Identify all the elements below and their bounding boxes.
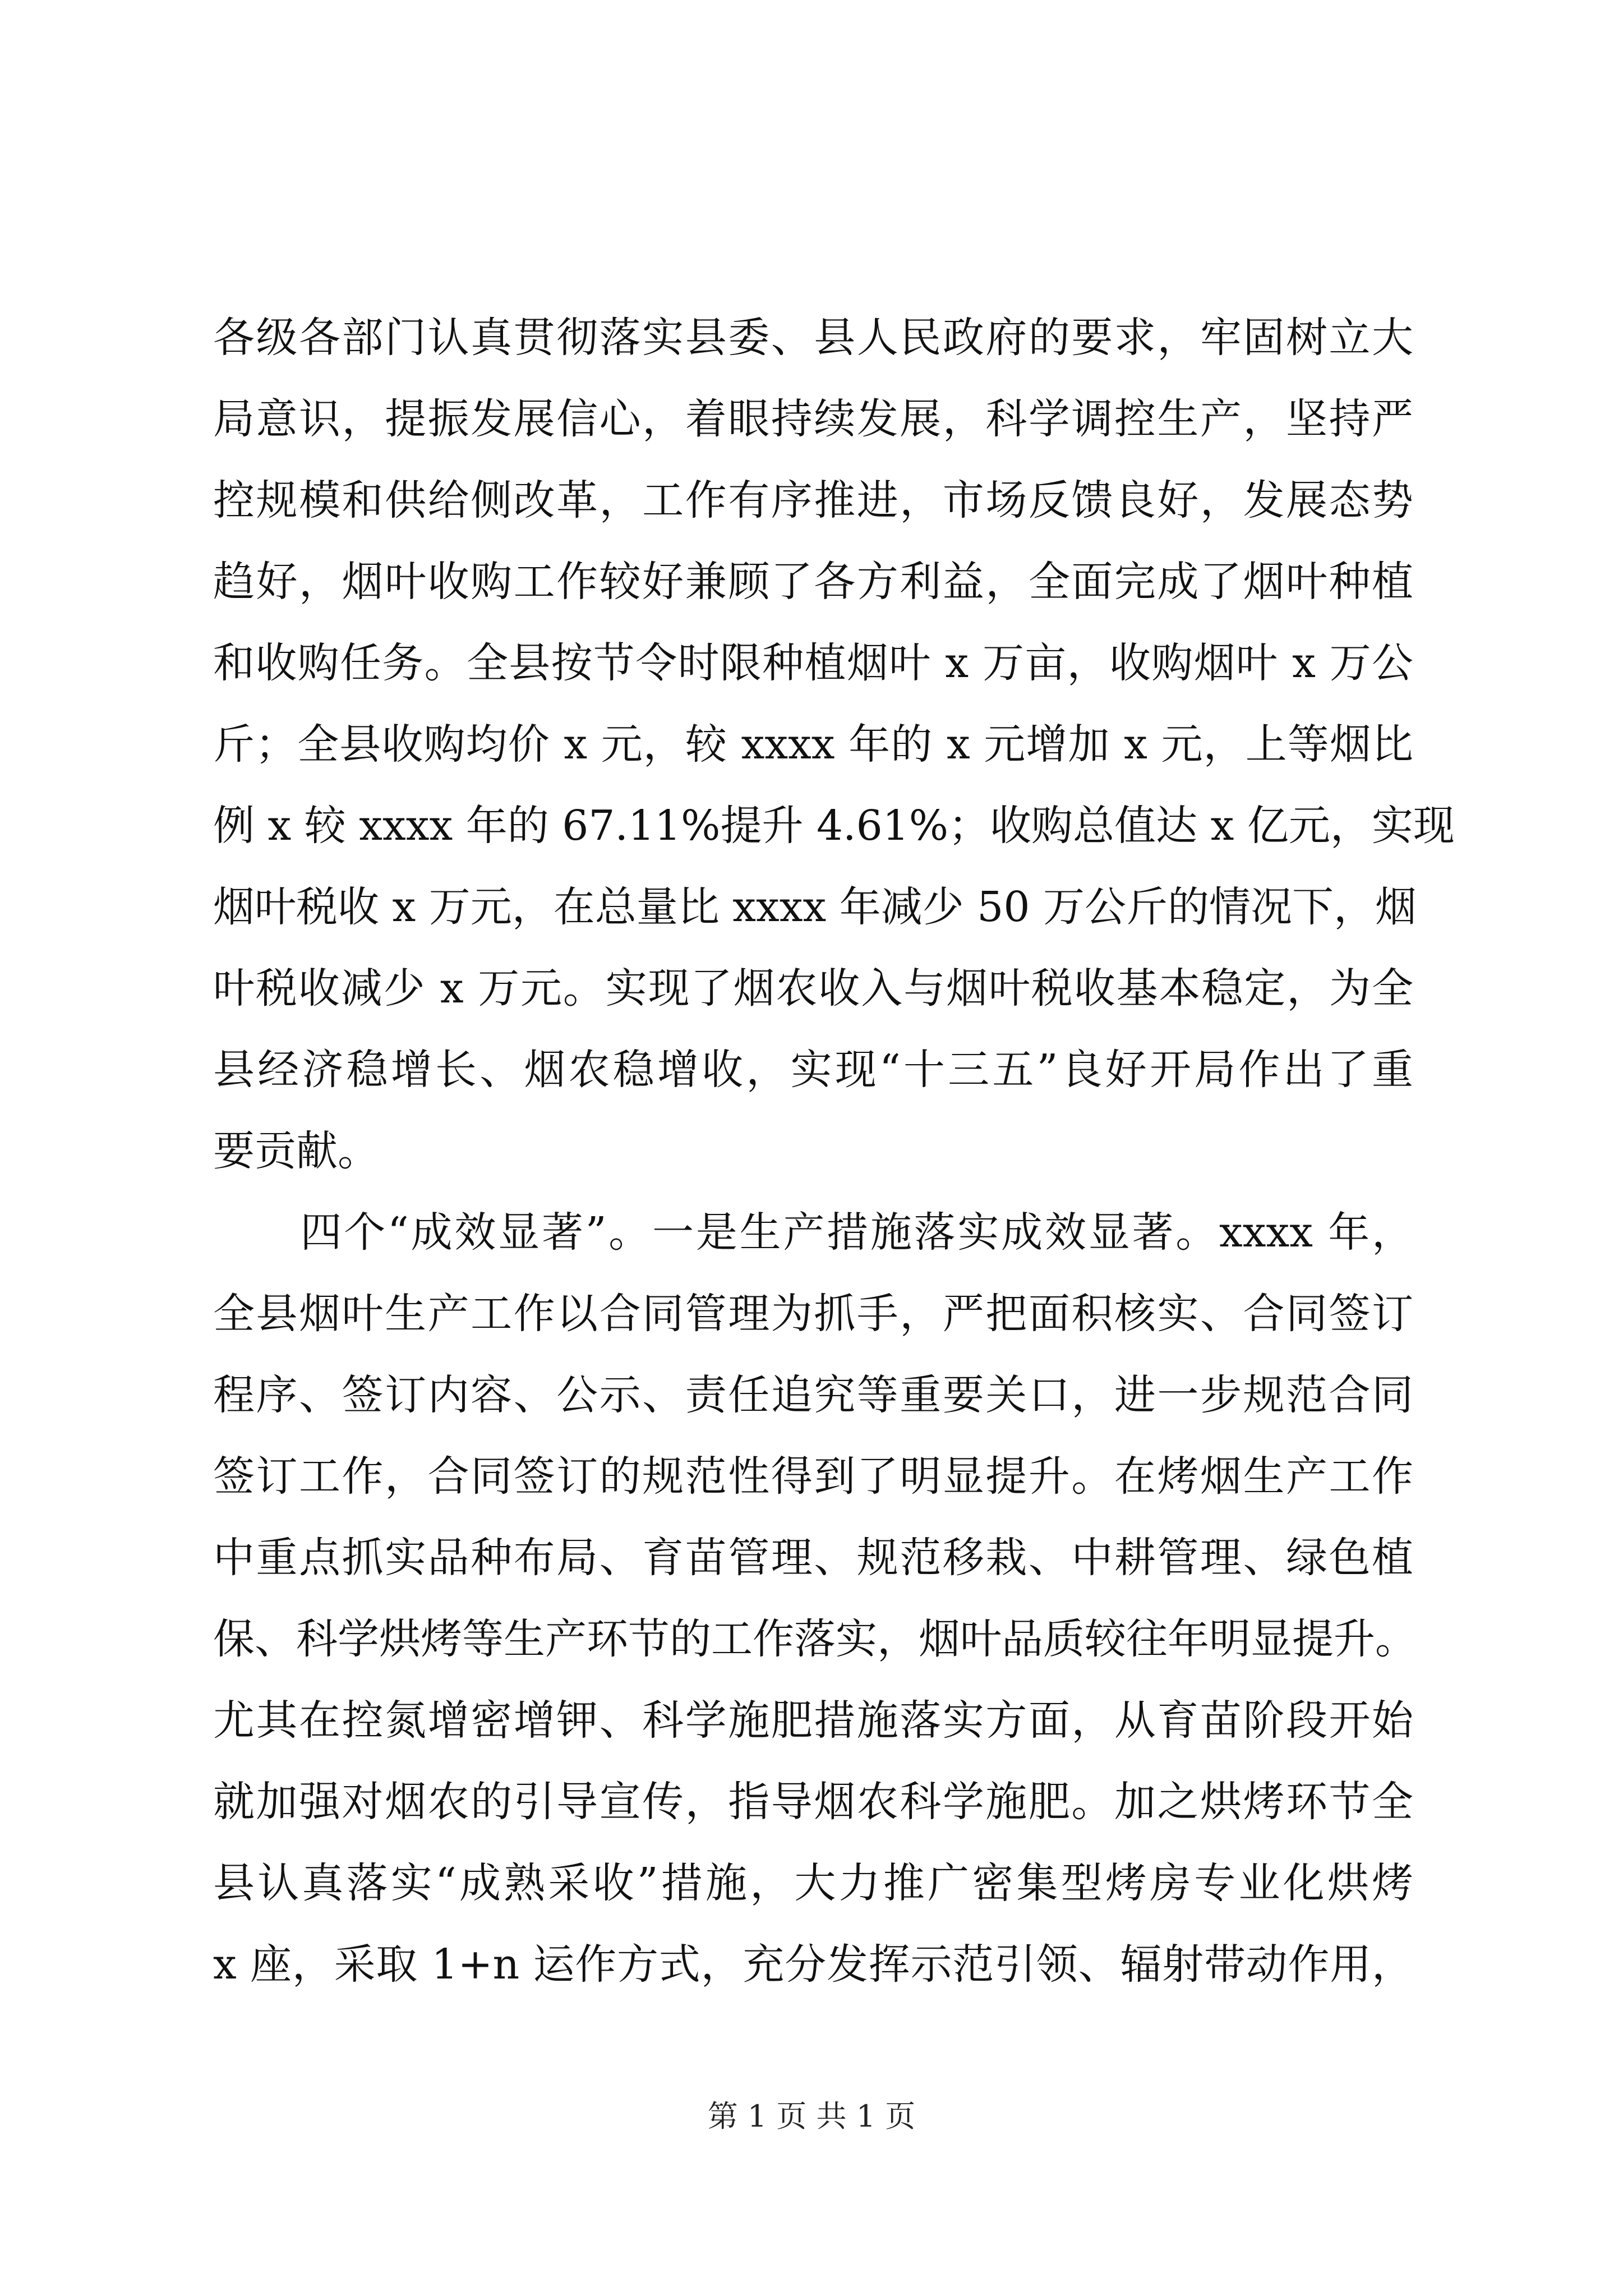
document-body xyxy=(213,297,1455,2005)
text-line: 程序、签订内容、公示、责任追究等重要关口，进一步规范合同 xyxy=(213,1371,1413,1419)
paragraph-2 xyxy=(213,1192,1417,2005)
paragraph-1 xyxy=(213,297,1455,1192)
text-line: 中重点抓实品种布局、育苗管理、规范移栽、中耕管理、绿色植 xyxy=(213,1534,1413,1582)
text-line: 县认真落实“成熟采收”措施，大力推广密集型烤房专业化烘烤 xyxy=(213,1859,1413,1907)
text-line: 趋好，烟叶收购工作较好兼顾了各方利益，全面完成了烟叶种植 xyxy=(213,558,1413,606)
text-line: 控规模和供给侧改革，工作有序推进，市场反馈良好，发展态势 xyxy=(213,476,1413,524)
text-line: 局意识，提振发展信心，着眼持续发展，科学调控生产，坚持严 xyxy=(213,395,1413,443)
text-line: 叶税收减少 x 万元。实现了烟农收入与烟叶税收基本稳定，为全 xyxy=(213,964,1413,1013)
text-line: 例 x 较 xxxx 年的 67.11%提升 4.61%；收购总值达 x 亿元，实现 xyxy=(213,802,1455,850)
text-line: 四个“成效显著”。一是生产措施落实成效显著。xxxx 年， xyxy=(213,1208,1413,1257)
text-line: 保、科学烘烤等生产环节的工作落实，烟叶品质较往年明显提升。 xyxy=(213,1615,1417,1663)
text-line: x 座，采取 1+n 运作方式，充分发挥示范引领、辐射带动作用， xyxy=(213,1940,1413,1989)
text-line: 要贡献。 xyxy=(213,1127,379,1175)
page-footer: 第 1 页 共 1 页 xyxy=(707,2099,916,2134)
text-line: 签订工作，合同签订的规范性得到了明显提升。在烤烟生产工作 xyxy=(213,1452,1413,1501)
text-line: 县经济稳增长、烟农稳增收，实现“十三五”良好开局作出了重 xyxy=(213,1046,1413,1094)
text-line: 斤；全县收购均价 x 元，较 xxxx 年的 x 元增加 x 元，上等烟比 xyxy=(213,720,1413,769)
text-line: 各级各部门认真贯彻落实县委、县人民政府的要求，牢固树立大 xyxy=(213,314,1413,362)
text-line: 就加强对烟农的引导宣传，指导烟农科学施肥。加之烘烤环节全 xyxy=(213,1778,1413,1826)
text-line: 全县烟叶生产工作以合同管理为抓手，严把面积核实、合同签订 xyxy=(213,1290,1413,1338)
text-line: 尤其在控氮增密增钾、科学施肥措施落实方面，从育苗阶段开始 xyxy=(213,1696,1413,1745)
text-line: 和收购任务。全县按节令时限种植烟叶 x 万亩，收购烟叶 x 万公 xyxy=(213,639,1413,687)
text-line: 烟叶税收 x 万元，在总量比 xxxx 年减少 50 万公斤的情况下，烟 xyxy=(213,883,1417,931)
